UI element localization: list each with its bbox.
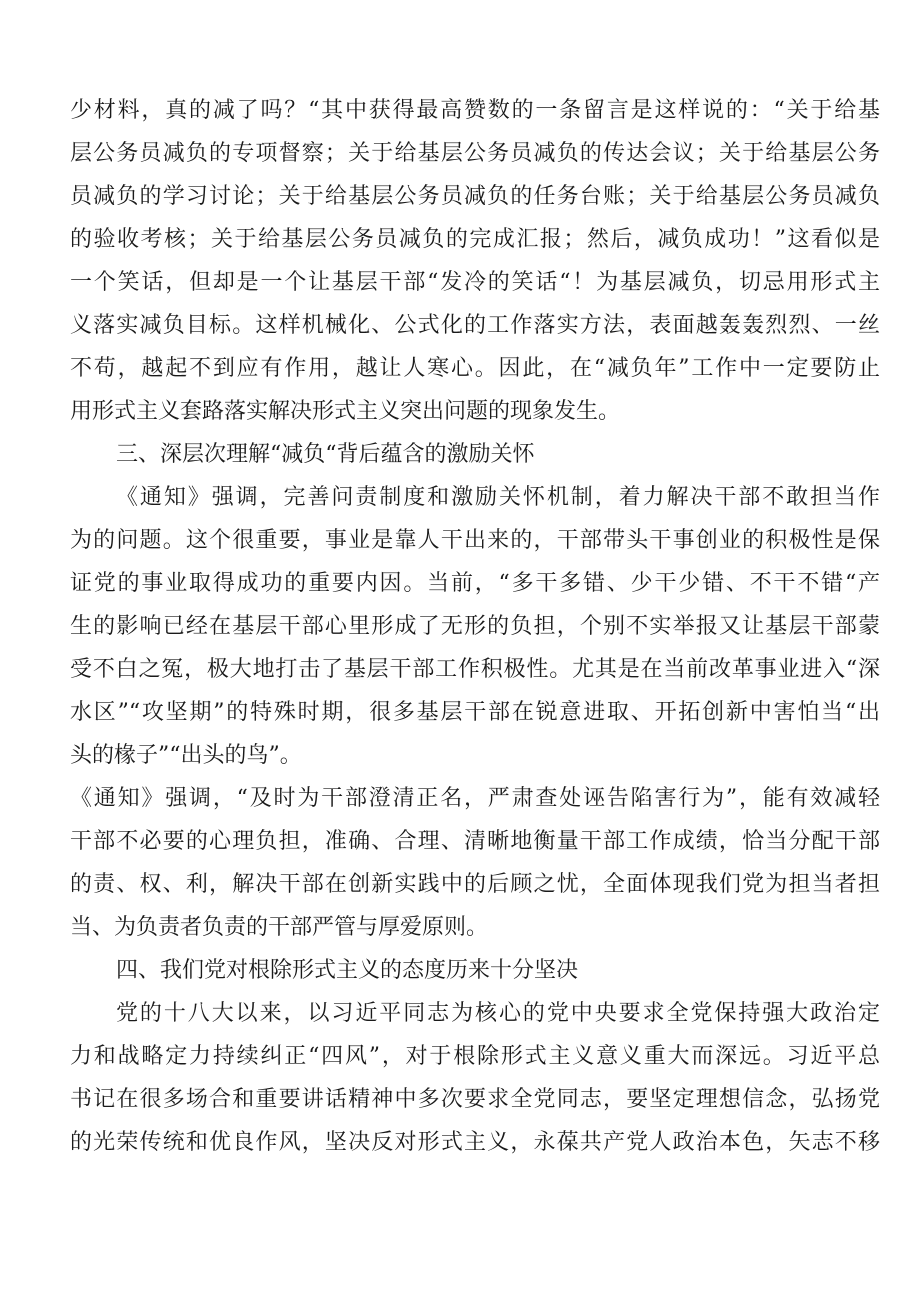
paragraph-line: 党的十八大以来，以习近平同志为核心的党中央要求全党保持强大政治定 [116, 1001, 880, 1026]
paragraph-line: 头的椽子”“出头的鸟”。 [70, 743, 302, 768]
paragraph-line: 不苟，越起不到应有作用，越让人寒心。因此，在“减负年”工作中一定要防止 [70, 356, 880, 381]
paragraph-line: 《通知》强调，完善问责制度和激励关怀机制，着力解决干部不敢担当作 [116, 485, 880, 510]
paragraph-line: 受不白之冤，极大地打击了基层干部工作积极性。尤其是在当前改革事业进入“深 [70, 657, 880, 682]
paragraph-line: 干部不必要的心理负担，准确、合理、清晰地衡量干部工作成绩，恰当分配干部 [70, 829, 880, 854]
paragraph-line: 《通知》强调，“及时为干部澄清正名，严肃查处诬告陷害行为”，能有效减轻 [70, 786, 880, 811]
paragraph-line: 力和战略定力持续纠正“四风”，对于根除形式主义意义重大而深远。习近平总 [70, 1044, 880, 1069]
paragraph-line: 的光荣传统和优良作风，坚决反对形式主义，永葆共产党人政治本色，矢志不移 [70, 1130, 880, 1155]
paragraph-line: 生的影响已经在基层干部心里形成了无形的负担，个别不实举报又让基层干部蒙 [70, 614, 880, 639]
section-heading-4: 四、我们党对根除形式主义的态度历来十分坚决 [116, 958, 579, 983]
paragraph-line: 为的问题。这个很重要，事业是靠人干出来的，干部带头干事创业的积极性是保 [70, 528, 880, 553]
paragraph-line: 用形式主义套路落实解决形式主义突出问题的现象发生。 [70, 399, 621, 424]
paragraph-line: 一个笑话，但却是一个让基层干部“发冷的笑话“！为基层减负，切忌用形式主 [70, 270, 880, 295]
paragraph-line: 证党的事业取得成功的重要内因。当前，“多干多错、少干少错、不干不错“产 [70, 571, 880, 596]
paragraph-line: 的责、权、利，解决干部在创新实践中的后顾之忧，全面体现我们党为担当者担 [70, 872, 880, 897]
paragraph-line: 书记在很多场合和重要讲话精神中多次要求全党同志，要坚定理想信念，弘扬党 [70, 1087, 880, 1112]
paragraph-line: 水区”“攻坚期”的特殊时期，很多基层干部在锐意进取、开拓创新中害怕当“出 [70, 700, 880, 725]
section-heading-3: 三、深层次理解“减负“背后蕴含的激励关怀 [116, 442, 535, 467]
paragraph-line: 义落实减负目标。这样机械化、公式化的工作落实方法，表面越轰轰烈烈、一丝 [70, 313, 880, 338]
paragraph-line: 少材料，真的减了吗？“其中获得最高赞数的一条留言是这样说的：“关于给基 [70, 98, 880, 123]
paragraph-line: 层公务员减负的专项督察；关于给基层公务员减负的传达会议；关于给基层公务 [70, 141, 880, 166]
paragraph-line: 当、为负责者负责的干部严管与厚爱原则。 [70, 915, 489, 940]
paragraph-line: 员减负的学习讨论；关于给基层公务员减负的任务台账；关于给基层公务员减负 [70, 184, 880, 209]
paragraph-line: 的验收考核；关于给基层公务员减负的完成汇报；然后，减负成功！”这看似是 [70, 227, 880, 252]
